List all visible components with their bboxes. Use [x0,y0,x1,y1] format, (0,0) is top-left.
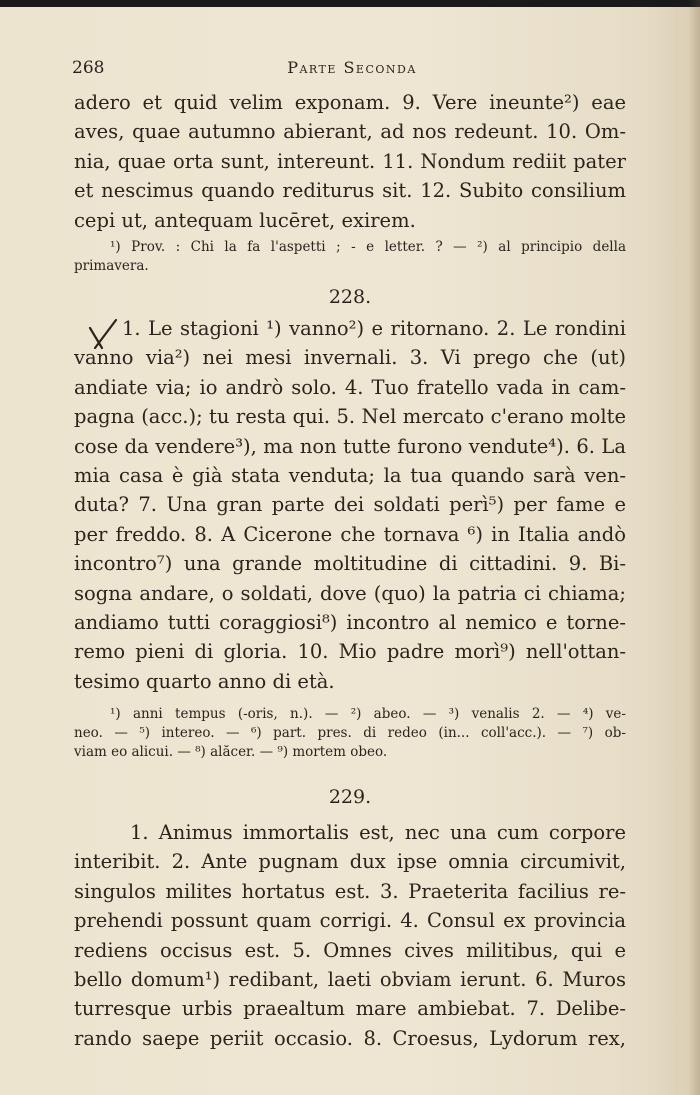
text-line: duta? 7. Una gran parte dei soldati perì⁵) per fame e [74,493,626,517]
exercise-number-229: 229. [328,786,372,808]
exercise-228-footnotes [74,705,626,762]
text-line: nia, quae orta sunt, intereunt. 11. Nondum rediit pater [74,149,626,173]
footnote-line: primavera. [74,258,149,274]
text-line: bello domum¹) redibant, laeti obviam ierunt. 6. Muros [74,967,626,991]
text-line: sogna andare, o soldati, dove (quo) la patria ci chiama; [74,581,626,605]
top-footnotes [74,238,626,276]
page-header [72,58,632,82]
text-line: turresque urbis praealtum mare ambiebat. 7. Delibe- [74,997,626,1021]
exercise-229-text [74,818,626,1053]
page-edge-shadow [688,0,700,1095]
footnote-line: ¹) Prov. : Chi la fa l'aspetti ; - e letter. ? — ²) al principio della [110,239,626,255]
text-line: rando saepe periit occasio. 8. Croesus, Lydorum rex, [74,1026,626,1050]
exercise-number-228: 228. [328,286,372,308]
text-line: pagna (acc.); tu resta qui. 5. Nel mercato c'erano molte [74,405,626,429]
text-line: per freddo. 8. A Cicerone che tornava ⁶) in Italia andò [74,522,626,546]
footnote-line: ¹) anni tempus (-oris, n.). — ²) abeo. — ³) venalis 2. — ⁴) ve- [110,706,626,722]
text-line: andiate via; io andrò solo. 4. Tuo fratello vada in cam- [74,375,626,399]
text-line: et nescimus quando rediturus sit. 12. Subito consilium [74,179,626,203]
exercise-228-text [74,314,626,696]
text-line: prehendi possunt quam corrigi. 4. Consul ex provincia [74,909,626,933]
scan-border [0,0,700,7]
text-line: interibit. 2. Ante pugnam dux ipse omnia circumivit, [74,850,626,874]
footnote-line: viam eo alicui. — ⁸) alăcer. — ⁹) mortem obeo. [74,744,388,760]
text-line: mia casa è già stata venduta; la tua quando sarà ven- [74,463,626,487]
text-line: adero et quid velim exponam. 9. Vere ineunte²) eae [74,91,626,114]
text-line: singulos milites hortatus est. 3. Praeterita facilius re- [74,879,626,903]
text-line: cepi ut, antequam lucēret, exirem. [74,208,416,232]
text-line: aves, quae autumno abierant, ad nos redeunt. 10. Om- [74,120,626,144]
text-line: cose da vendere³), ma non tutte furono vendute⁴). 6. La [74,434,626,458]
page-number: 268 [72,58,105,78]
text-line: 1. Animus immortalis est, nec una cum corpore [130,821,626,844]
text-line: incontro⁷) una grande moltitudine di cittadini. 9. Bi- [74,552,626,576]
footnote-line: neo. — ⁵) intereo. — ⁶) part. pres. di redeo (in... coll'acc.). — ⁷) ob- [74,725,626,741]
text-line: andiamo tutti coraggiosi⁸) incontro al nemico e torne- [74,610,626,634]
text-line: vanno via²) nei mesi invernali. 3. Vi prego che (ut) [74,346,626,370]
text-line: 1. Le stagioni ¹) vanno²) e ritornano. 2. Le rondini [122,317,626,340]
top-exercise-text [74,88,626,235]
text-line: rediens occisus est. 5. Omnes cives militibus, qui e [74,938,626,962]
running-title: Parte Seconda [287,58,417,77]
text-line: tesimo quarto anno di età. [74,669,335,693]
text-line: remo pieni di gloria. 10. Mio padre morì⁹) nell'ottan- [74,640,626,664]
